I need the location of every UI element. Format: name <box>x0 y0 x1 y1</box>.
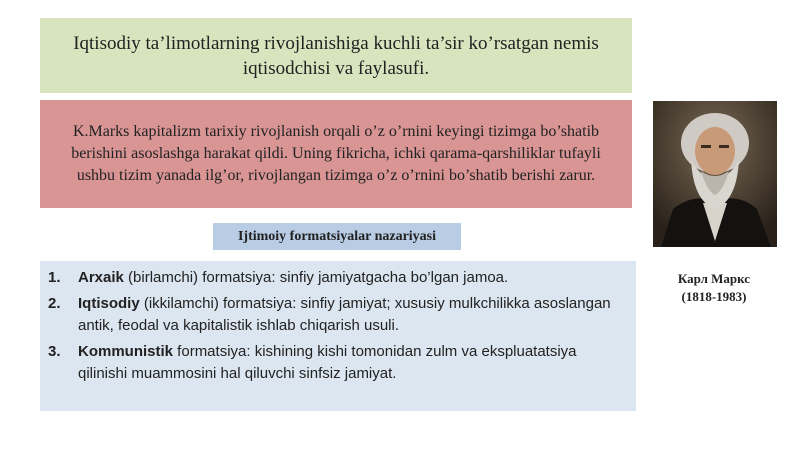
portrait-image <box>653 101 777 247</box>
description-box <box>40 100 632 208</box>
section-heading <box>213 223 461 250</box>
list-item-description: (birlamchi) formatsiya: sinfiy jamiyatgacha bo’lgan jamoa. <box>123 269 509 286</box>
portrait-name: Карл Маркс <box>677 271 751 286</box>
list-item-term: Iqtisodiy <box>78 295 140 312</box>
intro-box <box>40 18 632 93</box>
list-item-text <box>78 293 626 337</box>
list-item <box>48 293 626 337</box>
list-item-text <box>78 267 508 289</box>
list-item-description: formatsiya: kishining kishi tomonidan zulm va ekspluatatsiya qilinishi muammosini hal qiluvchi sinfsiz jamiyat. <box>78 343 577 382</box>
list-item-term: Arxaik <box>78 269 124 286</box>
intro-text: Iqtisodiy ta’limotlarning rivojlanishiga kuchli ta’sir ko’rsatgan nemis iqtisodchisi va faylasufi. <box>73 32 599 79</box>
list-item <box>48 267 626 289</box>
list-item-text <box>78 341 626 385</box>
list-item-number: 1. <box>48 269 61 286</box>
list-item-term: Kommunistik <box>78 343 174 360</box>
list-item-number: 3. <box>48 343 61 360</box>
list-item-description: (ikkilamchi) formatsiya: sinfiy jamiyat; xususiy mulkchilikka asoslangan antik, feodal va kapitalistik ishlab chiqarish usuli. <box>78 295 611 334</box>
list-item <box>48 341 626 385</box>
section-heading-text: Ijtimoiy formatsiyalar nazariyasi <box>237 228 437 244</box>
description-text: K.Marks kapitalizm tarixiy rivojlanish orqali o’z o’rnini keyingi tizimga bo’shatib berishini asoslashga harakat qildi. Uning fikricha, ichki qarama-qarshiliklar tufayli ushbu tizim yanada ilg’or, rivojlangan tizimga o’z o’rnini bo’shatib berishi zarur. <box>71 123 601 184</box>
portrait-illustration <box>653 101 777 247</box>
portrait-years: (1818-1983) <box>681 289 747 304</box>
formations-list <box>40 261 636 411</box>
portrait-caption <box>652 270 776 306</box>
list-item-number: 2. <box>48 295 61 312</box>
